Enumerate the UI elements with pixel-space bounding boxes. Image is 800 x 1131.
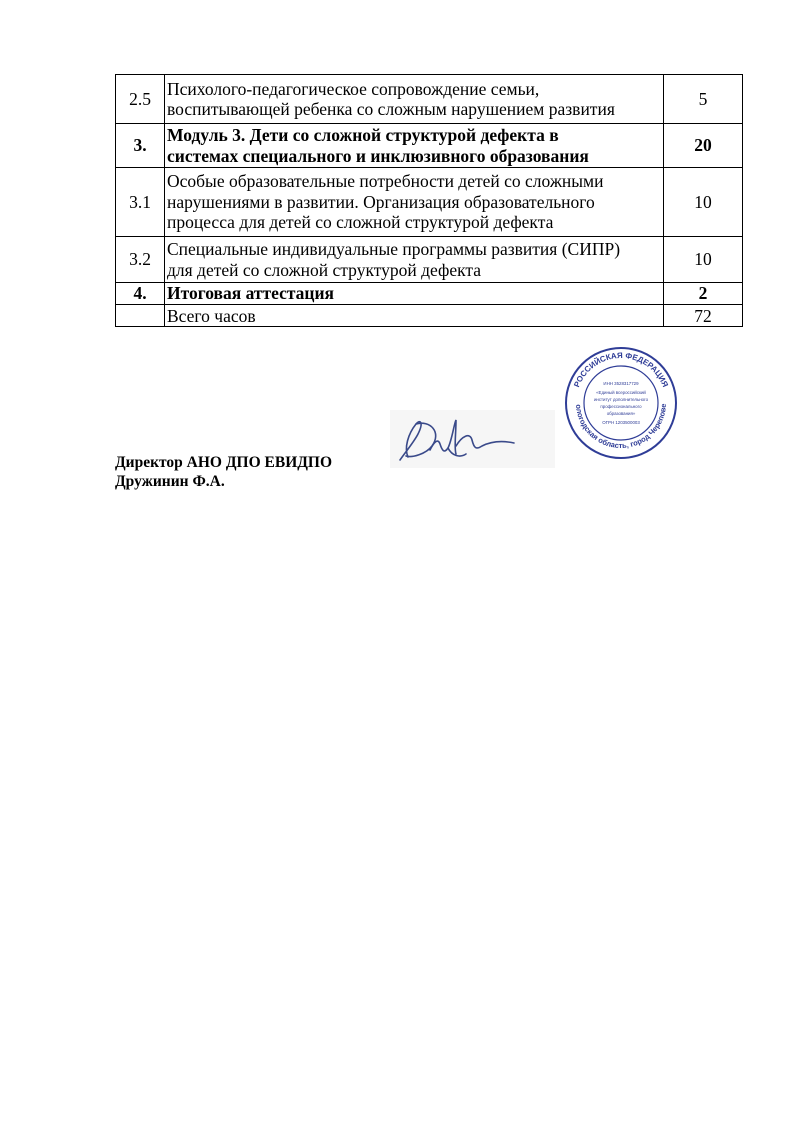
signature-block — [115, 453, 332, 491]
row-title — [165, 75, 664, 124]
total-hours: 72 — [664, 305, 743, 327]
row-title — [165, 237, 664, 283]
organization-stamp — [562, 344, 680, 462]
row-title-line: системах специального и инклюзивного образования — [167, 145, 589, 166]
row-title-line: процесса для детей со сложной структурой дефекта — [167, 212, 554, 233]
row-hours: 10 — [664, 168, 743, 237]
director-position: Директор АНО ДПО ЕВИДПО — [115, 454, 333, 471]
table-row — [116, 237, 743, 283]
stamp-bottom-text: ологодская область, город Черепове — [573, 403, 669, 451]
stamp-center-line: образования» — [606, 411, 636, 416]
table-row — [116, 283, 743, 305]
row-hours: 5 — [664, 75, 743, 124]
row-number: 4. — [116, 283, 165, 305]
stamp-center-line: ОГРН 1203500003 — [602, 420, 640, 425]
row-number: 3.2 — [116, 237, 165, 283]
stamp-top-text: РОССИЙСКАЯ ФЕДЕРАЦИЯ — [572, 350, 670, 389]
row-number: 2.5 — [116, 75, 165, 124]
director-name: Дружинин Ф.А. — [115, 473, 225, 490]
stamp-icon — [562, 344, 680, 462]
stamp-center-line: «Единый всероссийский — [596, 390, 646, 395]
row-title — [165, 283, 664, 305]
row-title-line: Итоговая аттестация — [167, 283, 335, 304]
table-row — [116, 124, 743, 168]
row-title-line: Модуль 3. Дети со сложной структурой дефекта в — [167, 125, 559, 145]
row-title-line: Специальные индивидуальные программы развития (СИПР) — [167, 239, 621, 259]
table-row — [116, 75, 743, 124]
total-row — [116, 305, 743, 327]
row-title-line: Особые образовательные потребности детей со сложными — [167, 171, 604, 192]
stamp-center-line: ИНН 3528317729 — [603, 381, 639, 386]
row-number: 3. — [116, 124, 165, 168]
row-title-line: для детей со сложной структурой дефекта — [167, 259, 482, 280]
table-row — [116, 168, 743, 237]
row-hours: 2 — [664, 283, 743, 305]
signature-icon — [390, 410, 555, 468]
row-title-line: воспитывающей ребенка со сложным нарушением развития — [167, 99, 615, 119]
row-number: 3.1 — [116, 168, 165, 237]
total-number — [116, 305, 165, 327]
total-label: Всего часов — [165, 305, 664, 327]
row-hours: 10 — [664, 237, 743, 283]
row-title — [165, 124, 664, 168]
row-hours: 20 — [664, 124, 743, 168]
curriculum-table — [115, 74, 743, 327]
row-title-line: Психолого-педагогическое сопровождение семьи, — [167, 78, 540, 99]
stamp-center-line: институт дополнительного — [593, 397, 649, 402]
row-title — [165, 168, 664, 237]
row-title-line: нарушениями в развитии. Организация образовательного — [167, 191, 595, 212]
handwritten-signature — [390, 410, 555, 468]
stamp-center-line: профессионального — [600, 404, 642, 409]
